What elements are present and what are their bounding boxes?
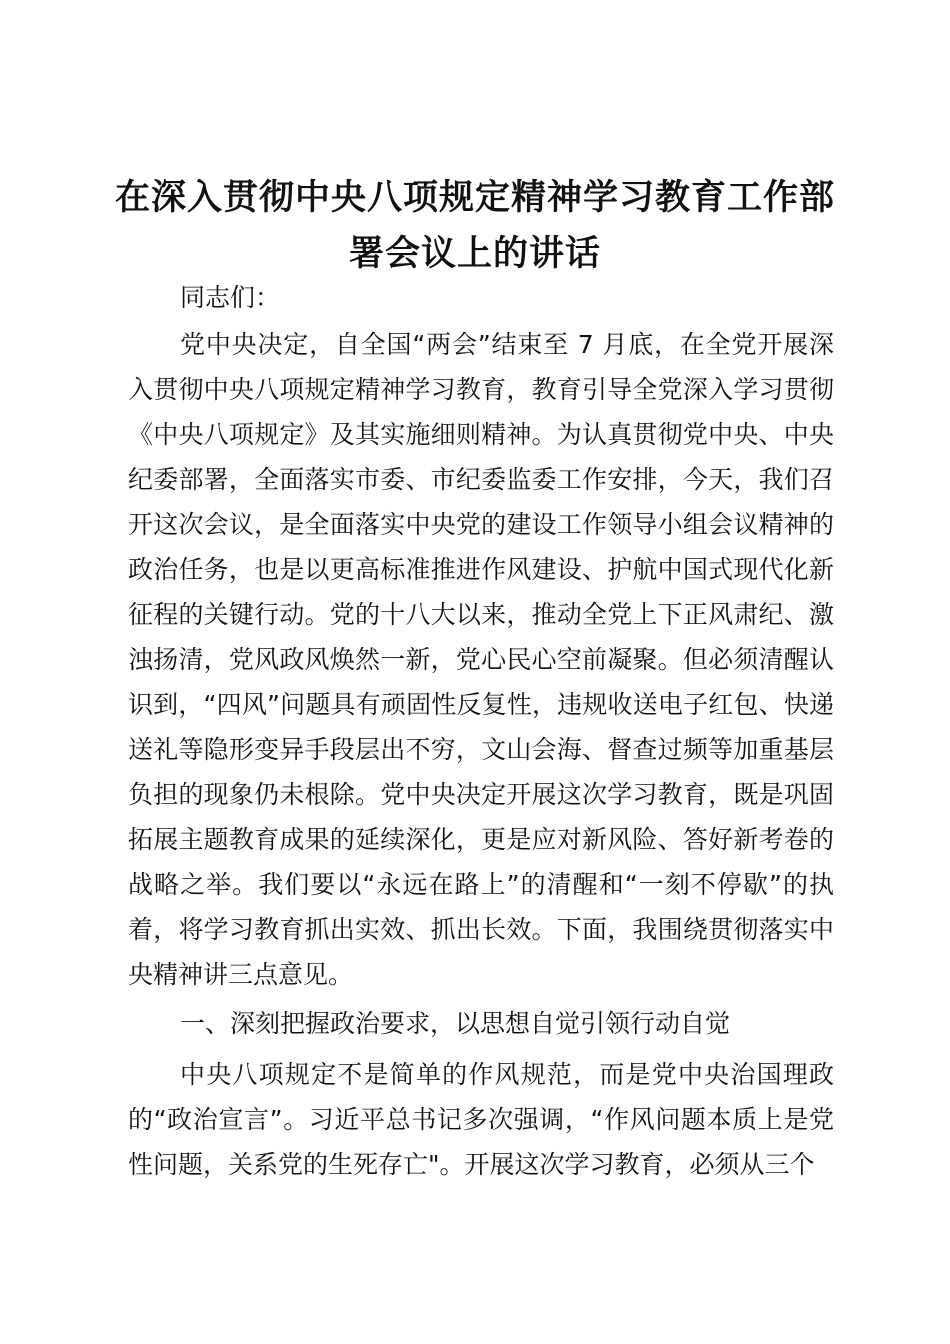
salutation: 同志们：: [180, 283, 281, 312]
paragraph: 中央八项规定不是简单的作风规范，而是党中央治国理政的“政治宣言”。习近平总书记多次强调，“作风问题本质上是党性问题，关系党的生死存亡"。开展这次学习教育，必须从三个: [128, 1060, 834, 1179]
section-heading: 一、深刻把握政治要求，以思想自觉引领行动自觉: [180, 1009, 731, 1038]
paragraph: 党中央决定，自全国“两会”结束至 7 月底，在全党开展深入贯彻中央八项规定精神学习教育，教育引导全党深入学习贯彻《中央八项规定》及其实施细则精神。为认真贯彻党中央、中央纪委部署，全面落实市委、市纪委监委工作安排，今天，我们召开这次会议，是全面落实中央党的建设工作领导小组会议精神的政治任务，也是以更高标准推进作风建设、护航中国式现代化新征程的关键行动。党的十八大以来，推动全党上下正风肃纪、激浊扬清，党风政风焕然一新，党心民心空前凝聚。但必须清醒认识到，“四风”问题具有顽固性反复性，违规收送电子红包、快递送礼等隐形变异手段层出不穷，文山会海、督查过频等加重基层负担的现象仍未根除。党中央决定开展这次学习教育，既是巩固拓展主题教育成果的延续深化，更是应对新风险、答好新考卷的战略之举。我们要以“永远在路上”的清醒和“一刻不停歇”的执着，将学习教育抓出实效、抓出长效。下面，我围绕贯彻落实中央精神讲三点意见。: [128, 330, 834, 989]
document-title: 在深入贯彻中央八项规定精神学习教育工作部署会议上的讲话: [114, 178, 835, 274]
document-body: [128, 280, 834, 1187]
